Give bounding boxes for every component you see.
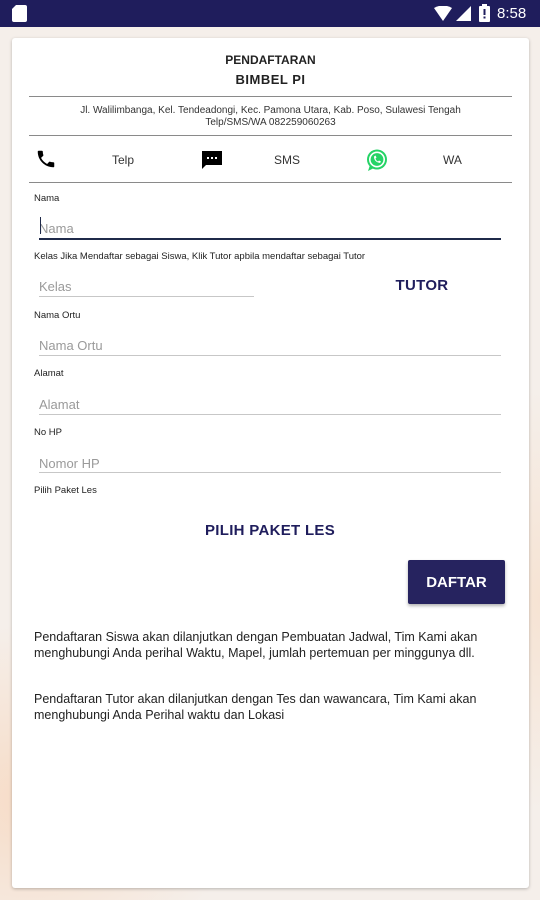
status-bar	[0, 0, 540, 27]
address-line-2: Telp/SMS/WA 082259060263	[205, 117, 336, 128]
kelas-underline	[39, 296, 254, 297]
sd-card-icon	[12, 5, 27, 22]
battery-icon	[479, 4, 490, 22]
status-time: 8:58	[497, 5, 527, 22]
kelas-label: Kelas Jika Mendaftar sebagai Siswa, Klik Tutor apbila mendaftar sebagai Tutor	[34, 251, 366, 262]
nama-ortu-label: Nama Ortu	[34, 310, 81, 321]
registration-card	[12, 38, 529, 888]
signal-icon	[456, 6, 471, 21]
nama-ortu-input[interactable]	[39, 328, 501, 358]
wifi-icon	[434, 6, 452, 21]
paket-label: Pilih Paket Les	[34, 485, 97, 496]
tutor-button[interactable]: TUTOR	[362, 274, 482, 296]
text-cursor	[40, 217, 41, 234]
nama-input[interactable]	[39, 211, 501, 241]
no-hp-underline	[39, 472, 501, 473]
alamat-label: Alamat	[34, 368, 64, 379]
page-title: PENDAFTARAN	[225, 53, 316, 67]
divider	[29, 96, 512, 97]
contact-label-telp[interactable]: Telp	[112, 153, 135, 167]
address-line-1: Jl. Walilimbanga, Kel. Tendeadongi, Kec. Pamona Utara, Kab. Poso, Sulawesi Tengah	[80, 105, 461, 116]
page-subtitle: BIMBEL PI	[235, 72, 306, 87]
pilih-paket-button[interactable]: PILIH PAKET LES	[170, 519, 370, 541]
alamat-input[interactable]	[39, 387, 501, 417]
note-siswa: Pendaftaran Siswa akan dilanjutkan dengan Pembuatan Jadwal, Tim Kami akan menghubungi Anda perihal Waktu, Mapel, jumlah pertemuan per minggunya dll.	[34, 630, 478, 660]
nama-ortu-underline	[39, 355, 501, 356]
divider	[29, 135, 512, 136]
daftar-button[interactable]: DAFTAR	[408, 560, 505, 604]
alamat-underline	[39, 414, 501, 415]
divider	[29, 182, 512, 183]
phone-icon[interactable]	[35, 148, 57, 170]
no-hp-label: No HP	[34, 427, 62, 438]
nama-underline	[39, 238, 501, 240]
kelas-input[interactable]	[39, 269, 254, 299]
sms-icon[interactable]	[200, 148, 224, 172]
contact-label-sms[interactable]: SMS	[274, 153, 301, 167]
contact-label-wa[interactable]: WA	[443, 153, 462, 167]
note-tutor: Pendaftaran Tutor akan dilanjutkan dengan Tes dan wawancara, Tim Kami akan menghubungi Anda Perihal waktu dan Lokasi	[34, 692, 477, 722]
whatsapp-icon[interactable]	[365, 148, 389, 172]
nama-label: Nama	[34, 193, 60, 204]
